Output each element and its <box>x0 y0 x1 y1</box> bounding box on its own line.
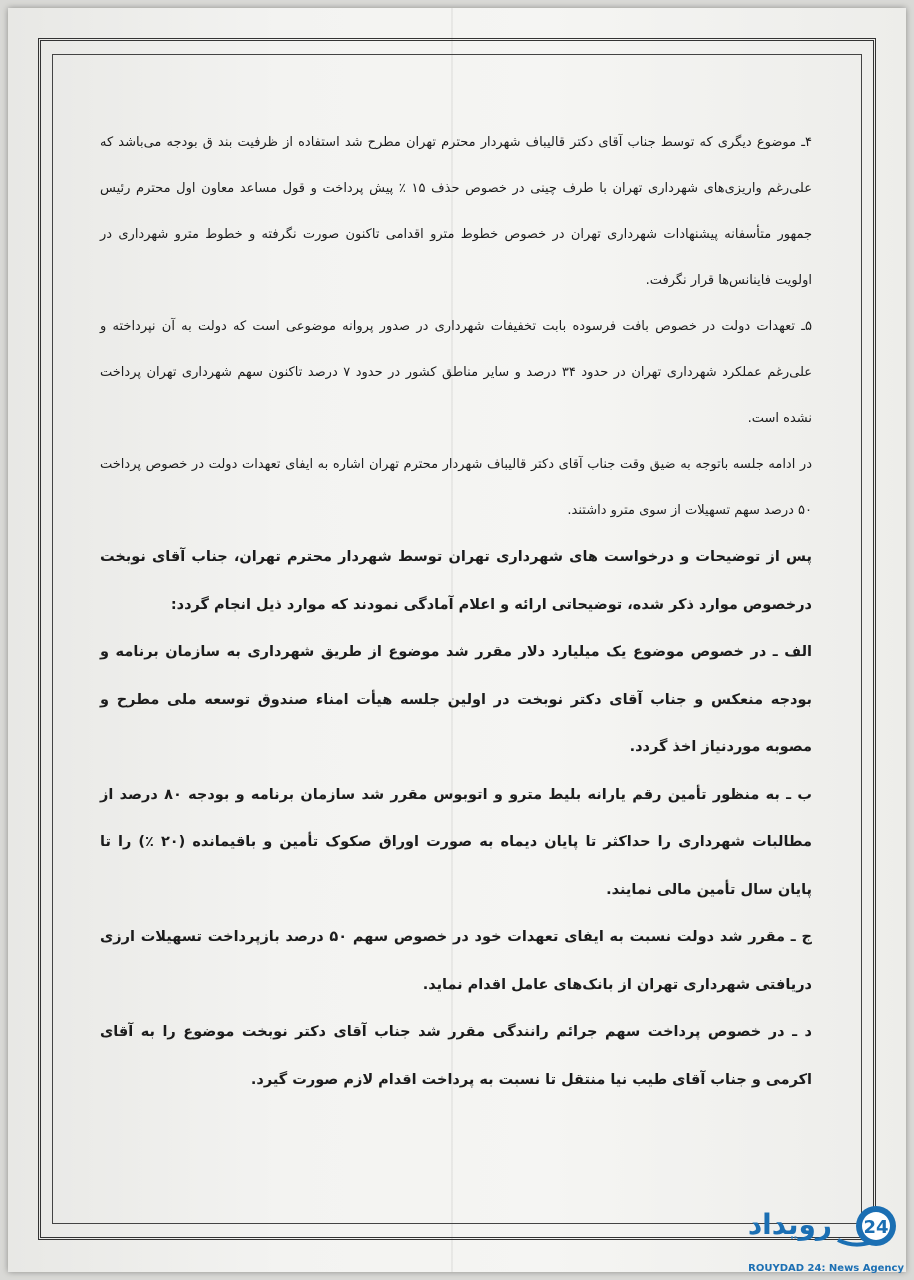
paragraph-decision-jim: ج ـ مقرر شد دولت نسبت به ایفای تعهدات خود در خصوص سهم ۵۰ درصد بازپرداخت تسهیلات ارزی دریافتی شهرداری تهران از بانک‌های عامل اقدام نماید. <box>100 929 812 993</box>
paragraph-decision-dal: د ـ در خصوص پرداخت سهم جرائم رانندگی مقرر شد جناب آقای دکتر نوبخت موضوع را به آقای اکرمی و جناب آقای طیب نیا منتقل تا نسبت به پرداخت اقدام لازم صورت گیرد. <box>100 1024 812 1088</box>
paragraph-summary: پس از توضیحات و درخواست های شهرداری تهران توسط شهردار محترم تهران، جناب آقای نوبخت درخصوص موارد ذکر شده، توضیحاتی ارائه و اعلام آمادگی نمودند که موارد ذیل انجام گردد: <box>100 549 812 613</box>
paragraph-item-4: ۴ـ موضوع دیگری که توسط جناب آقای دکتر قالیباف شهردار محترم تهران مطرح شد استفاده از ظرفیت بند ق بودجه می‌باشد که علی‌رغم واریزی‌های شهرداری تهران با طرف چینی در خصوص حذف ۱۵ ٪ پیش پرداخت و قول مساعد معاون اول محترم رئیس جمهور متأسفانه پیشنهادات شهرداری تهران در خصوص خطوط مترو اقدامی تاکنون صورت نگرفته و خطوط مترو شهرداری در اولویت فاینانس‌ها قرار نگرفت. <box>100 135 812 288</box>
paragraph-decision-alef: الف ـ در خصوص موضوع یک میلیارد دلار مقرر شد موضوع از طریق شهرداری به سازمان برنامه و بودجه منعکس و جناب آقای دکتر نوبخت در اولین جلسه هیأت امناء صندوق توسعه ملی مطرح و مصوبه موردنیاز اخذ گردد. <box>100 644 812 755</box>
document-body <box>100 120 812 1104</box>
paragraph-session-continuation: در ادامه جلسه باتوجه به ضیق وقت جناب آقای دکتر قالیباف شهردار محترم تهران اشاره به ایفای تعهدات دولت در خصوص پرداخت ۵۰ درصد سهم تسهیلات از سوی مترو داشتند. <box>100 457 812 518</box>
document-page <box>8 8 906 1272</box>
paragraph-decision-be: ب ـ به منظور تأمین رقم یارانه بلیط مترو و اتوبوس مقرر شد سازمان برنامه و بودجه ۸۰ درصد از مطالبات شهرداری را حداکثر تا پایان دیماه به صورت اوراق صکوک تأمین و باقیمانده (۲۰ ٪) را تا پایان سال تأمین مالی نمایند. <box>100 786 812 898</box>
watermark-brand-text: رویداد <box>747 1208 832 1241</box>
rouydad24-logo-icon <box>832 1202 902 1252</box>
news-agency-watermark <box>712 1202 908 1274</box>
logo-number: 24 <box>863 1217 889 1238</box>
paragraph-item-5: ۵ـ تعهدات دولت در خصوص بافت فرسوده بابت تخفیفات شهرداری در صدور پروانه موضوعی است که دولت به آن نپرداخته و علی‌رغم عملکرد شهرداری تهران در حدود ۳۴ درصد و سایر مناطق کشور در حدود ۷ درصد تاکنون سهم شهرداری تهران پرداخت نشده است. <box>100 319 813 426</box>
watermark-caption: ROUYDAD 24: News Agency <box>748 1263 904 1274</box>
